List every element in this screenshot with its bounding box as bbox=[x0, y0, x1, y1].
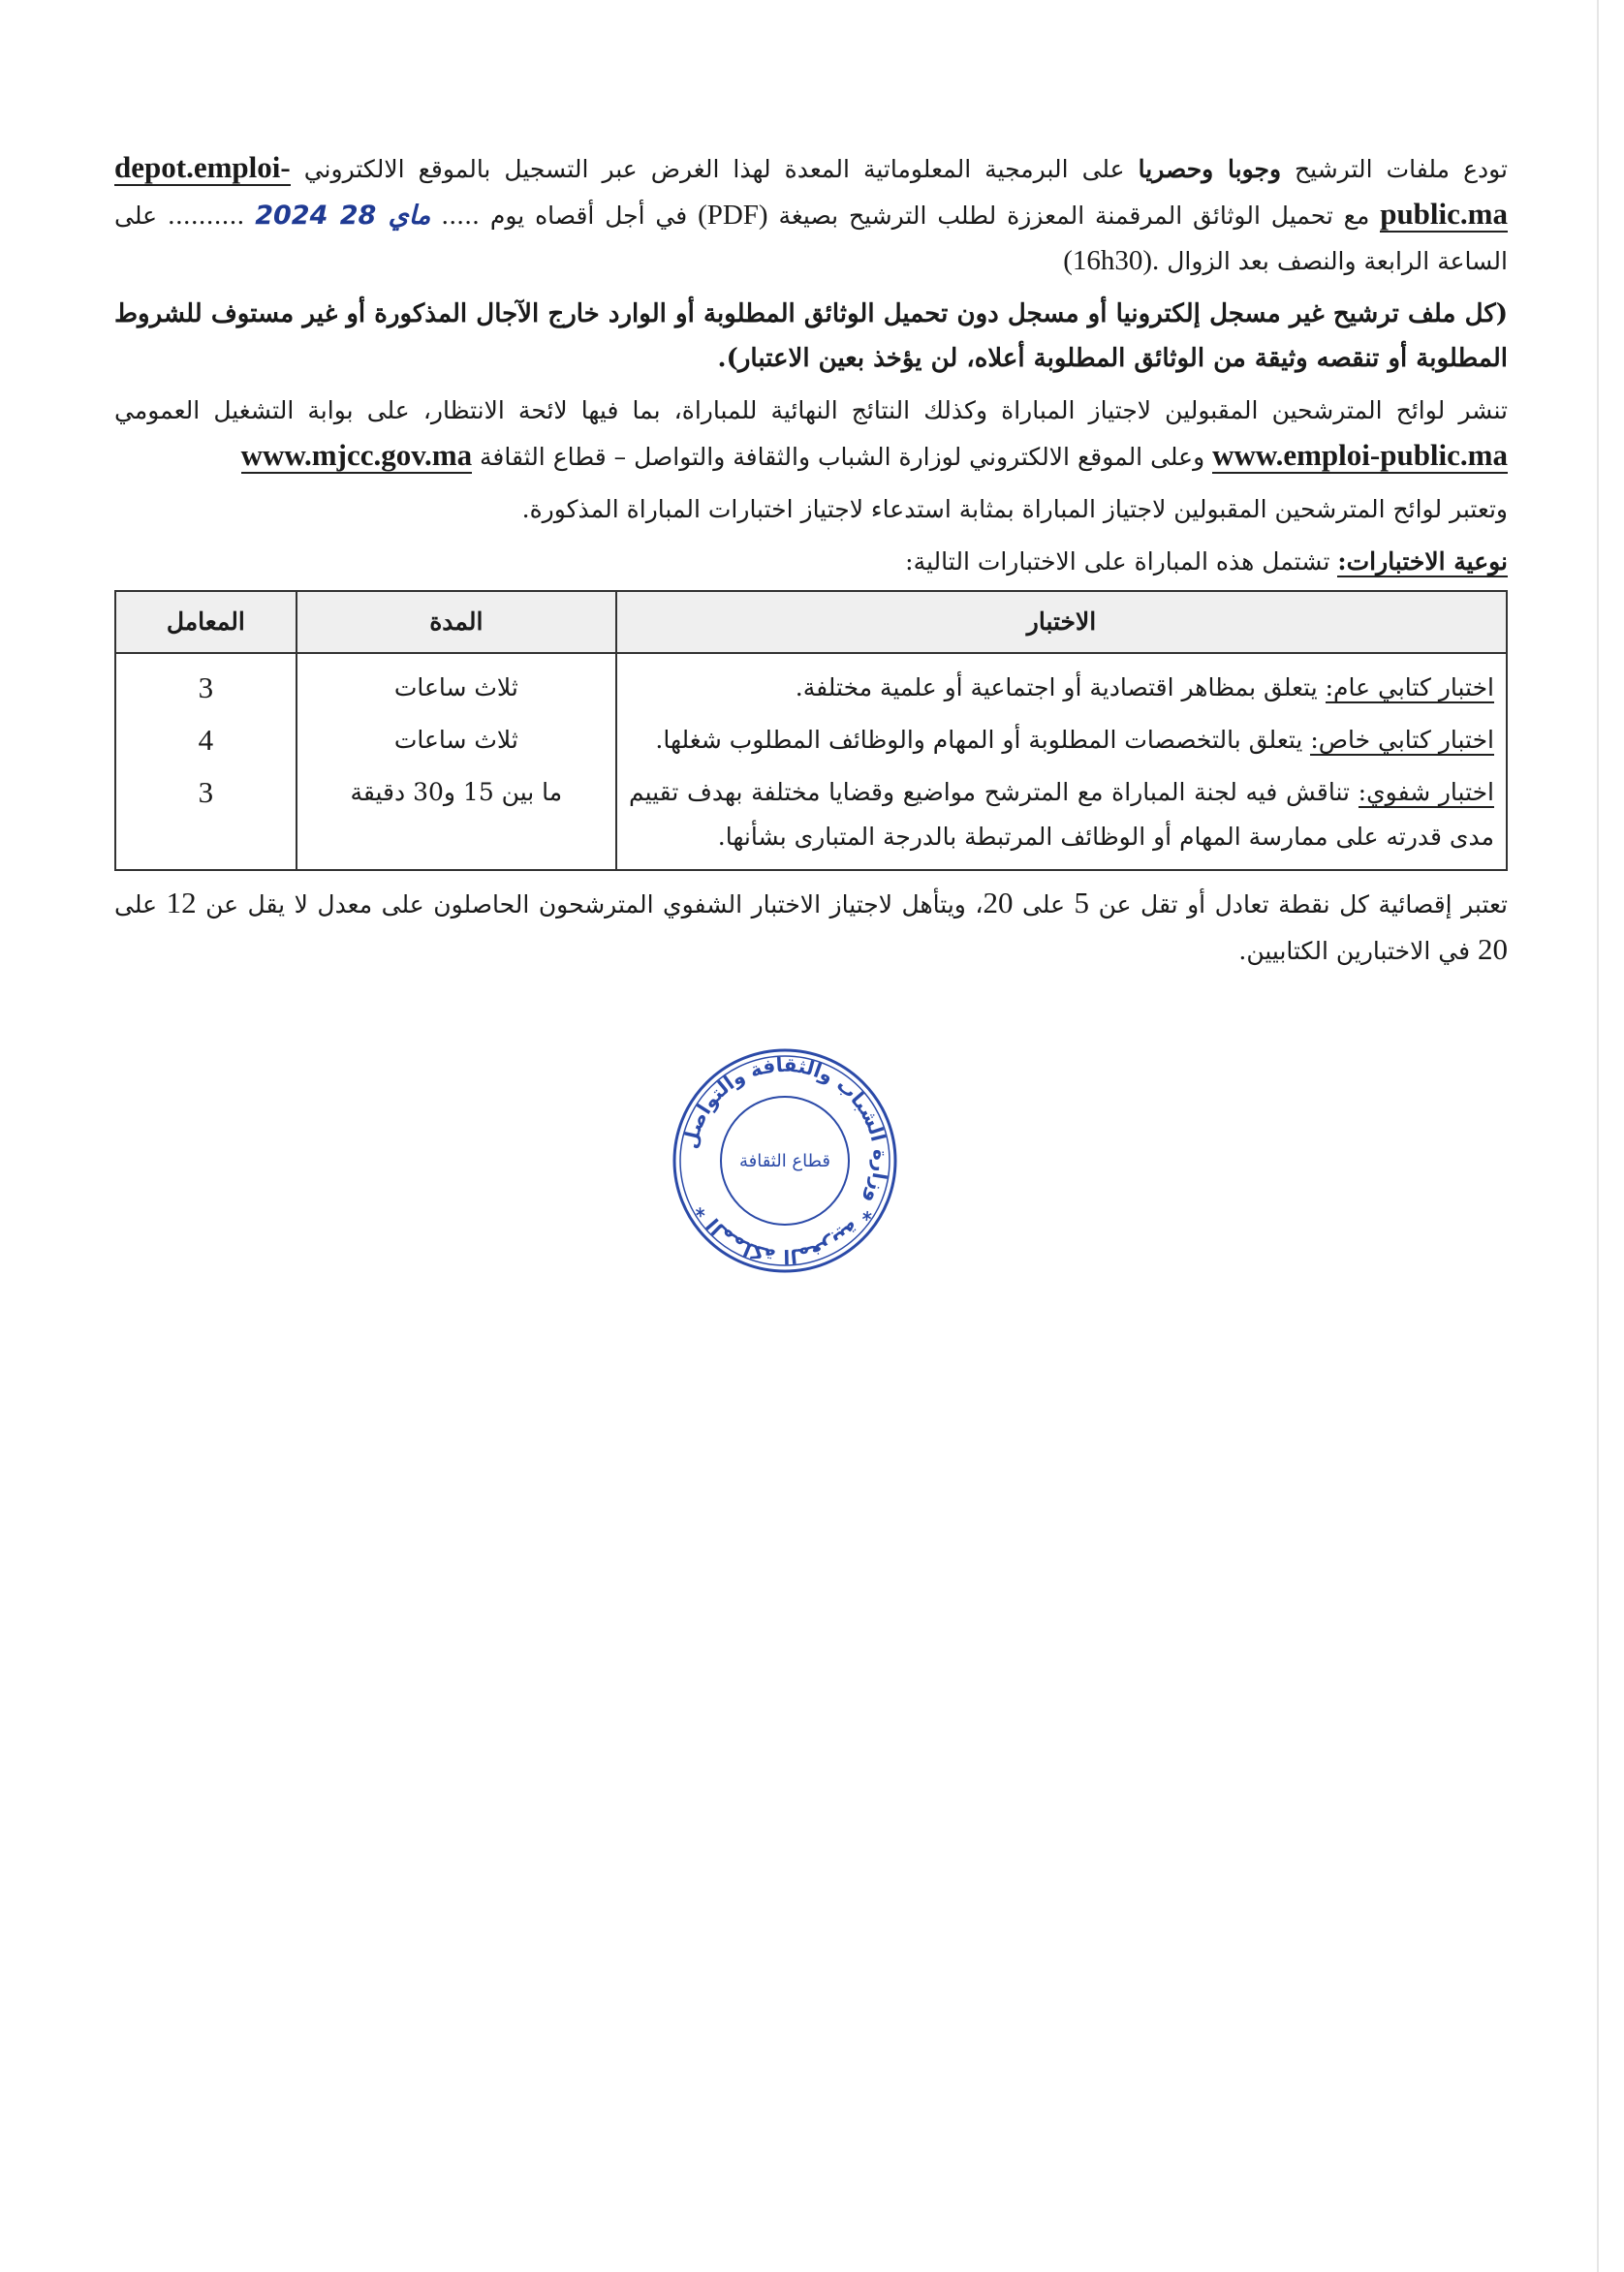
table-header-row bbox=[115, 591, 1507, 653]
table-row bbox=[115, 653, 1507, 714]
submission-text-2: على البرمجية المعلوماتية المعدة لهذا الغرض عبر التسجيل بالموقع الالكتروني bbox=[303, 155, 1125, 183]
exam-desc: تناقش فيه لجنة المباراة مع المترشح مواضيع وقضايا مختلفة بهدف تقييم مدى قدرته على ممارسة المهام أو الوظائف المرتبطة بالدرجة المتبارى بشأنها. bbox=[628, 778, 1494, 851]
submission-text-5: .......... على الساعة الرابعة والنصف بعد الزوال bbox=[114, 202, 1508, 275]
publication-text-2: وعلى الموقع الالكتروني لوزارة الشباب والثقافة والتواصل – قطاع الثقافة bbox=[480, 443, 1205, 471]
deadline-time: (16h30). bbox=[1063, 245, 1160, 276]
official-stamp-seal bbox=[669, 1044, 901, 1277]
grading-average-max: 20 bbox=[1478, 932, 1508, 966]
table-row bbox=[115, 766, 1507, 870]
submission-text-4: في أجل أقصاه يوم ..... bbox=[441, 202, 688, 230]
submission-text-1: تودع ملفات الترشيح bbox=[1295, 155, 1509, 183]
grading-paragraph bbox=[114, 881, 1508, 974]
mjcc-site-link[interactable]: www.mjcc.gov.ma bbox=[240, 438, 473, 472]
header-coefficient: المعامل bbox=[115, 591, 297, 653]
grading-text-3: ، ويتأهل لاجتياز الاختبار الشفوي المترشحون الحاصلون على معدل لا يقل عن bbox=[205, 890, 984, 918]
convocation-note: وتعتبر لوائح المترشحين المقبولين لاجتياز المباراة بمثابة استدعاء لاجتياز اختبارات المباراة المذكورة. bbox=[521, 495, 1508, 523]
publication-text-1: تنشر لوائح المترشحين المقبولين لاجتياز المباراة وكذلك النتائج النهائية للمباراة، بما فيها لائحة الانتظار، على بوابة التشغيل العمومي bbox=[114, 396, 1508, 424]
grading-text-2: على bbox=[1021, 890, 1066, 918]
seal-inner-text: قطاع الثقافة bbox=[738, 1151, 831, 1171]
page-edge-line bbox=[1597, 0, 1599, 2272]
handwritten-deadline-date: 2024 ماي 28 bbox=[255, 201, 431, 231]
exam-name: اختبار شفوي: bbox=[1358, 778, 1495, 806]
exam-name: اختبار كتابي عام: bbox=[1325, 673, 1494, 701]
submission-mandatory-bold: وجوبا وحصريا bbox=[1138, 155, 1282, 183]
document-page bbox=[114, 145, 1508, 981]
pdf-format: (PDF) bbox=[698, 200, 768, 231]
duration-cell: ثلاث ساعات bbox=[297, 653, 616, 714]
exam-desc: يتعلق بمظاهر اقتصادية أو اجتماعية أو علمية مختلفة. bbox=[795, 673, 1318, 701]
grading-text-1: تعتبر إقصائية كل نقطة تعادل أو تقل عن bbox=[1098, 890, 1509, 918]
header-exam: الاختبار bbox=[616, 591, 1507, 653]
emploi-public-site-link[interactable]: www.emploi-public.ma bbox=[1212, 438, 1508, 472]
exam-cell bbox=[616, 766, 1507, 870]
coefficient-cell: 3 bbox=[115, 766, 297, 870]
exam-cell bbox=[616, 653, 1507, 714]
duration-cell: ثلاث ساعات bbox=[297, 714, 616, 766]
header-duration: المدة bbox=[297, 591, 616, 653]
warning-paragraph: (كل ملف ترشيح غير مسجل إلكترونيا أو مسجل دون تحميل الوثائق المطلوبة أو الوارد خارج الآجال المذكورة أو غير مستوف للشروط المطلوبة أو تنقصه وثيقة من الوثائق المطلوبة أعلاه، لن يؤخذ بعين الاعتبار). bbox=[114, 299, 1508, 373]
coefficient-cell: 4 bbox=[115, 714, 297, 766]
exam-types-heading bbox=[114, 540, 1508, 584]
exam-cell bbox=[616, 714, 1507, 766]
grading-average-threshold: 12 bbox=[166, 886, 197, 919]
publication-paragraph bbox=[114, 389, 1508, 480]
exam-name: اختبار كتابي خاص: bbox=[1310, 726, 1494, 754]
table-row bbox=[115, 714, 1507, 766]
seal-outer-text: المملكة المغربية * وزارة الشباب والثقافة والتواصل * bbox=[677, 1052, 893, 1269]
depot-site-link[interactable]: depot.emploi-public.ma bbox=[114, 150, 1508, 231]
coefficient-cell: 3 bbox=[115, 653, 297, 714]
duration-cell: ما بين 15 و30 دقيقة bbox=[297, 766, 616, 870]
exam-types-intro: تشتمل هذه المباراة على الاختبارات التالية: bbox=[905, 547, 1330, 576]
submission-paragraph bbox=[114, 145, 1508, 284]
grading-text-4: على bbox=[114, 890, 158, 918]
exams-table bbox=[114, 590, 1508, 871]
submission-text-3: مع تحميل الوثائق المرقمنة المعززة لطلب الترشيح بصيغة bbox=[778, 202, 1370, 230]
exam-desc: يتعلق بالتخصصات المطلوبة أو المهام والوظائف المطلوب شغلها. bbox=[655, 726, 1303, 754]
exam-types-label: نوعية الاختبارات: bbox=[1337, 547, 1508, 576]
grading-text-5: في الاختبارين الكتابيين. bbox=[1238, 937, 1471, 965]
grading-max-score: 20 bbox=[983, 886, 1014, 919]
grading-min-score: 5 bbox=[1074, 886, 1090, 919]
